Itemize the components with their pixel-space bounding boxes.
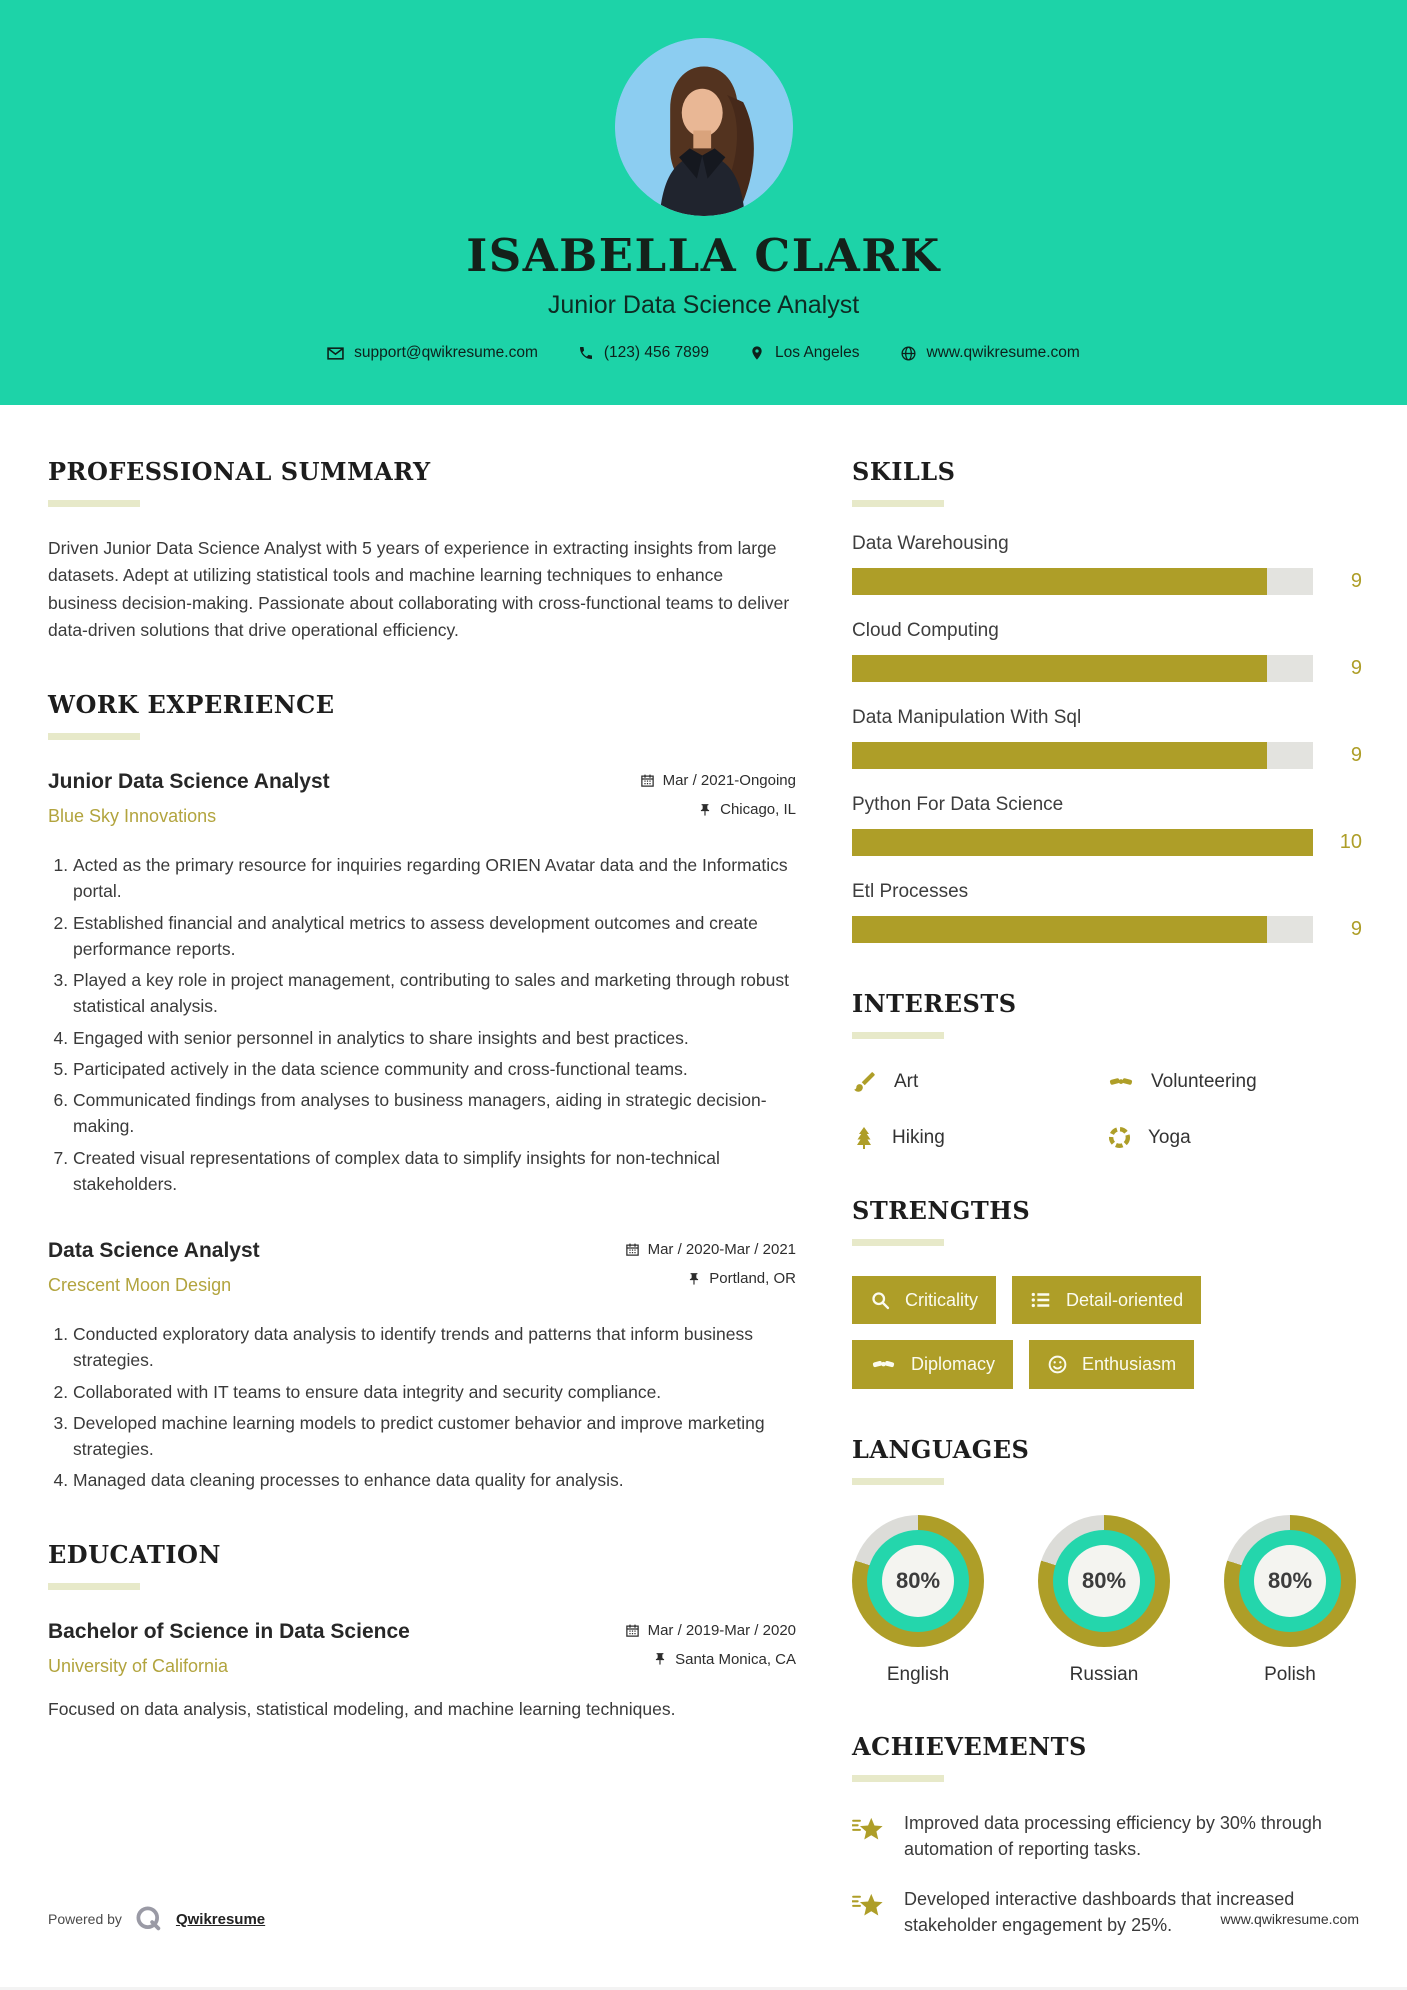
skill-value: 9 xyxy=(1350,570,1362,592)
header xyxy=(0,0,1407,405)
education-entry xyxy=(48,1620,796,1722)
section-strengths xyxy=(852,1196,1362,1389)
language-label: English xyxy=(886,1664,950,1685)
contact-website-text: www.qwikresume.com xyxy=(926,344,1080,361)
contact-email[interactable] xyxy=(327,344,538,362)
right-column xyxy=(852,457,1362,1984)
degree-title: Bachelor of Science in Data Science xyxy=(48,1619,410,1643)
section-work-experience xyxy=(48,690,796,1494)
pushpin-icon xyxy=(653,1652,667,1666)
section-heading: WORK EXPERIENCE xyxy=(48,690,335,720)
contact-bar xyxy=(0,344,1407,362)
strength-label: Detail-oriented xyxy=(1066,1289,1184,1310)
section-education xyxy=(48,1540,796,1722)
section-heading: INTERESTS xyxy=(852,989,1017,1018)
skill-name: Data Manipulation With Sql xyxy=(852,707,1082,728)
smiley-icon xyxy=(1047,1354,1068,1375)
tree-icon xyxy=(852,1126,876,1150)
job-bullet: 1. Acted as the primary resource for inquiries regarding ORIEN Avatar data and the Informatics portal. xyxy=(73,852,796,905)
skill-bar-fill xyxy=(852,829,1313,856)
paintbrush-icon xyxy=(852,1069,878,1095)
skills-list xyxy=(852,533,1362,943)
strength-badge xyxy=(852,1276,996,1324)
pushpin-icon xyxy=(687,1272,701,1286)
job-title: Junior Data Science Analyst xyxy=(48,770,330,794)
job-bullet: 2. Collaborated with IT teams to ensure data integrity and security compliance. xyxy=(73,1379,796,1405)
skill-item xyxy=(852,794,1362,856)
skill-value: 10 xyxy=(1339,831,1362,853)
strength-badge xyxy=(1029,1340,1194,1389)
interests-grid xyxy=(852,1069,1362,1150)
interest-item xyxy=(852,1069,1107,1095)
heading-rule xyxy=(48,1583,140,1590)
skill-bar-fill xyxy=(852,742,1267,769)
skill-name: Cloud Computing xyxy=(852,620,999,641)
contact-phone-text: (123) 456 7899 xyxy=(603,344,710,361)
contact-email-text: support@qwikresume.com xyxy=(354,344,538,361)
education-location: Santa Monica, CA xyxy=(675,1650,796,1668)
skill-value: 9 xyxy=(1350,918,1362,940)
heading-rule xyxy=(48,733,140,740)
skill-bar-fill xyxy=(852,568,1267,595)
language-percent: 80% xyxy=(882,1545,954,1617)
section-skills xyxy=(852,457,1362,943)
education-date: Mar / 2019-Mar / 2020 xyxy=(647,1621,796,1639)
footer-website[interactable]: www.qwikresume.com xyxy=(1220,1911,1359,1927)
language-donut xyxy=(1038,1515,1170,1647)
interest-label: Volunteering xyxy=(1151,1071,1257,1092)
contact-phone[interactable] xyxy=(578,344,709,362)
strength-badge xyxy=(1012,1276,1201,1324)
phone-icon xyxy=(578,345,594,361)
main-content xyxy=(0,405,1407,1984)
handshake-icon xyxy=(870,1353,897,1376)
heading-rule xyxy=(852,500,944,507)
contact-location-text: Los Angeles xyxy=(775,344,860,361)
list-icon xyxy=(1030,1289,1052,1311)
strength-label: Criticality xyxy=(905,1289,979,1310)
skill-value: 9 xyxy=(1350,744,1362,766)
job-location: Chicago, IL xyxy=(720,801,796,819)
job-bullet: 4. Managed data cleaning processes to enhance data quality for analysis. xyxy=(73,1467,796,1493)
job-bullet: 6. Communicated findings from analyses to business managers, aiding in strategic decision-making. xyxy=(73,1087,796,1140)
job-bullet: 3. Played a key role in project management, contributing to sales and marketing through robust statistical analysis. xyxy=(73,967,796,1020)
footer xyxy=(48,1904,1359,1934)
contact-website[interactable] xyxy=(900,344,1080,362)
location-pin-icon xyxy=(749,345,765,361)
candidate-name: ISABELLA CLARK xyxy=(466,229,941,282)
achievement-item xyxy=(852,1810,1362,1862)
interest-label: Hiking xyxy=(892,1126,945,1148)
skill-bar-track xyxy=(852,829,1313,856)
job-entry xyxy=(48,1239,796,1494)
brand-link[interactable]: Qwikresume xyxy=(175,1910,266,1928)
summary-text: Driven Junior Data Science Analyst with 5 years of experience in extracting insights from large datasets. Adept at utilizing statistical tools and machine learning techniques to enhance business decision-making. Passionate about collaborating with cross-functional teams to deliver data-driven solutions that drive operational efficiency. xyxy=(48,538,790,640)
language-label: Polish xyxy=(1264,1664,1316,1685)
skill-value: 9 xyxy=(1350,657,1362,679)
profile-photo xyxy=(615,38,793,216)
skill-item xyxy=(852,881,1362,943)
job-bullet-list xyxy=(48,1321,796,1494)
contact-location xyxy=(749,344,859,362)
interest-item xyxy=(1107,1069,1362,1095)
heading-rule xyxy=(852,1239,944,1246)
job-entry xyxy=(48,770,796,1197)
language-percent: 80% xyxy=(1068,1545,1140,1617)
language-donut xyxy=(852,1515,984,1647)
section-heading: SKILLS xyxy=(852,457,956,486)
heading-rule xyxy=(852,1478,944,1485)
skill-item xyxy=(852,707,1362,769)
job-title: Data Science Analyst xyxy=(48,1239,260,1263)
skill-bar-track xyxy=(852,742,1313,769)
magnifier-icon xyxy=(870,1290,891,1311)
job-company: Blue Sky Innovations xyxy=(48,806,217,827)
job-bullet: 5. Participated actively in the data science community and cross-functional teams. xyxy=(73,1056,796,1082)
section-heading: EDUCATION xyxy=(48,1539,221,1569)
interest-item xyxy=(1107,1125,1362,1150)
language-item xyxy=(1038,1515,1170,1686)
job-location: Portland, OR xyxy=(709,1270,796,1288)
section-heading: ACHIEVEMENTS xyxy=(852,1732,1087,1761)
section-professional-summary xyxy=(48,457,796,644)
powered-by xyxy=(48,1904,265,1934)
heading-rule xyxy=(852,1775,944,1782)
strength-badge xyxy=(852,1340,1013,1389)
job-bullet: 1. Conducted exploratory data analysis to identify trends and patterns that inform business strategies. xyxy=(73,1321,796,1374)
section-heading: STRENGTHS xyxy=(852,1196,1031,1225)
job-bullet: 7. Created visual representations of complex data to simplify insights for non-technical stakeholders. xyxy=(73,1145,796,1198)
education-description: Focused on data analysis, statistical modeling, and machine learning techniques. xyxy=(48,1698,676,1719)
handshake-icon xyxy=(1107,1070,1135,1094)
skill-item xyxy=(852,620,1362,682)
skill-bar-fill xyxy=(852,655,1267,682)
skill-name: Data Warehousing xyxy=(852,533,1009,554)
strength-label: Diplomacy xyxy=(911,1354,996,1374)
section-languages xyxy=(852,1435,1362,1686)
language-donut xyxy=(1224,1515,1356,1647)
left-column xyxy=(48,457,796,1984)
language-percent: 80% xyxy=(1254,1545,1326,1617)
section-heading: LANGUAGES xyxy=(852,1435,1030,1464)
languages-row xyxy=(852,1515,1362,1686)
interest-label: Art xyxy=(894,1071,919,1092)
language-label: Russian xyxy=(1069,1664,1139,1685)
globe-icon xyxy=(900,345,917,362)
skill-bar-track xyxy=(852,916,1313,943)
skill-item xyxy=(852,533,1362,595)
candidate-title: Junior Data Science Analyst xyxy=(547,291,860,319)
achievement-text: Developed interactive dashboards that increased stakeholder engagement by 25%. xyxy=(904,1889,1295,1936)
qwikresume-logo-icon xyxy=(134,1904,164,1934)
skill-bar-track xyxy=(852,655,1313,682)
job-bullet: 2. Established financial and analytical metrics to assess development outcomes and create performance reports. xyxy=(73,910,796,963)
job-bullet: 3. Developed machine learning models to predict customer behavior and improve marketing strategies. xyxy=(73,1410,796,1463)
calendar-icon xyxy=(625,1623,640,1638)
strength-badges xyxy=(852,1276,1362,1389)
job-bullet: 4. Engaged with senior personnel in analytics to share insights and best practices. xyxy=(73,1025,796,1051)
language-item xyxy=(852,1515,984,1686)
skill-bar-track xyxy=(852,568,1313,595)
job-company: Crescent Moon Design xyxy=(48,1275,232,1296)
powered-by-label: Powered by xyxy=(48,1911,122,1927)
skill-name: Etl Processes xyxy=(852,881,969,902)
achievement-text: Improved data processing efficiency by 30% through automation of reporting tasks. xyxy=(904,1813,1322,1860)
school-name: University of California xyxy=(48,1655,229,1676)
interest-label: Yoga xyxy=(1148,1126,1191,1148)
calendar-icon xyxy=(625,1242,640,1257)
strength-label: Enthusiasm xyxy=(1082,1354,1177,1374)
job-date: Mar / 2020-Mar / 2021 xyxy=(647,1241,796,1259)
envelope-icon xyxy=(327,345,344,362)
heading-rule xyxy=(48,500,140,507)
shooting-star-icon xyxy=(852,1812,886,1842)
section-interests xyxy=(852,989,1362,1150)
skill-bar-fill xyxy=(852,916,1267,943)
language-item xyxy=(1224,1515,1356,1686)
interest-item xyxy=(852,1125,1107,1150)
pushpin-icon xyxy=(698,803,712,817)
person-illustration xyxy=(615,38,793,216)
job-bullet-list xyxy=(48,852,796,1197)
job-date: Mar / 2021-Ongoing xyxy=(662,772,796,790)
yoga-ring-icon xyxy=(1107,1125,1132,1150)
calendar-icon xyxy=(640,773,655,788)
skill-name: Python For Data Science xyxy=(852,794,1064,815)
heading-rule xyxy=(852,1032,944,1039)
section-heading: PROFESSIONAL SUMMARY xyxy=(48,457,431,486)
